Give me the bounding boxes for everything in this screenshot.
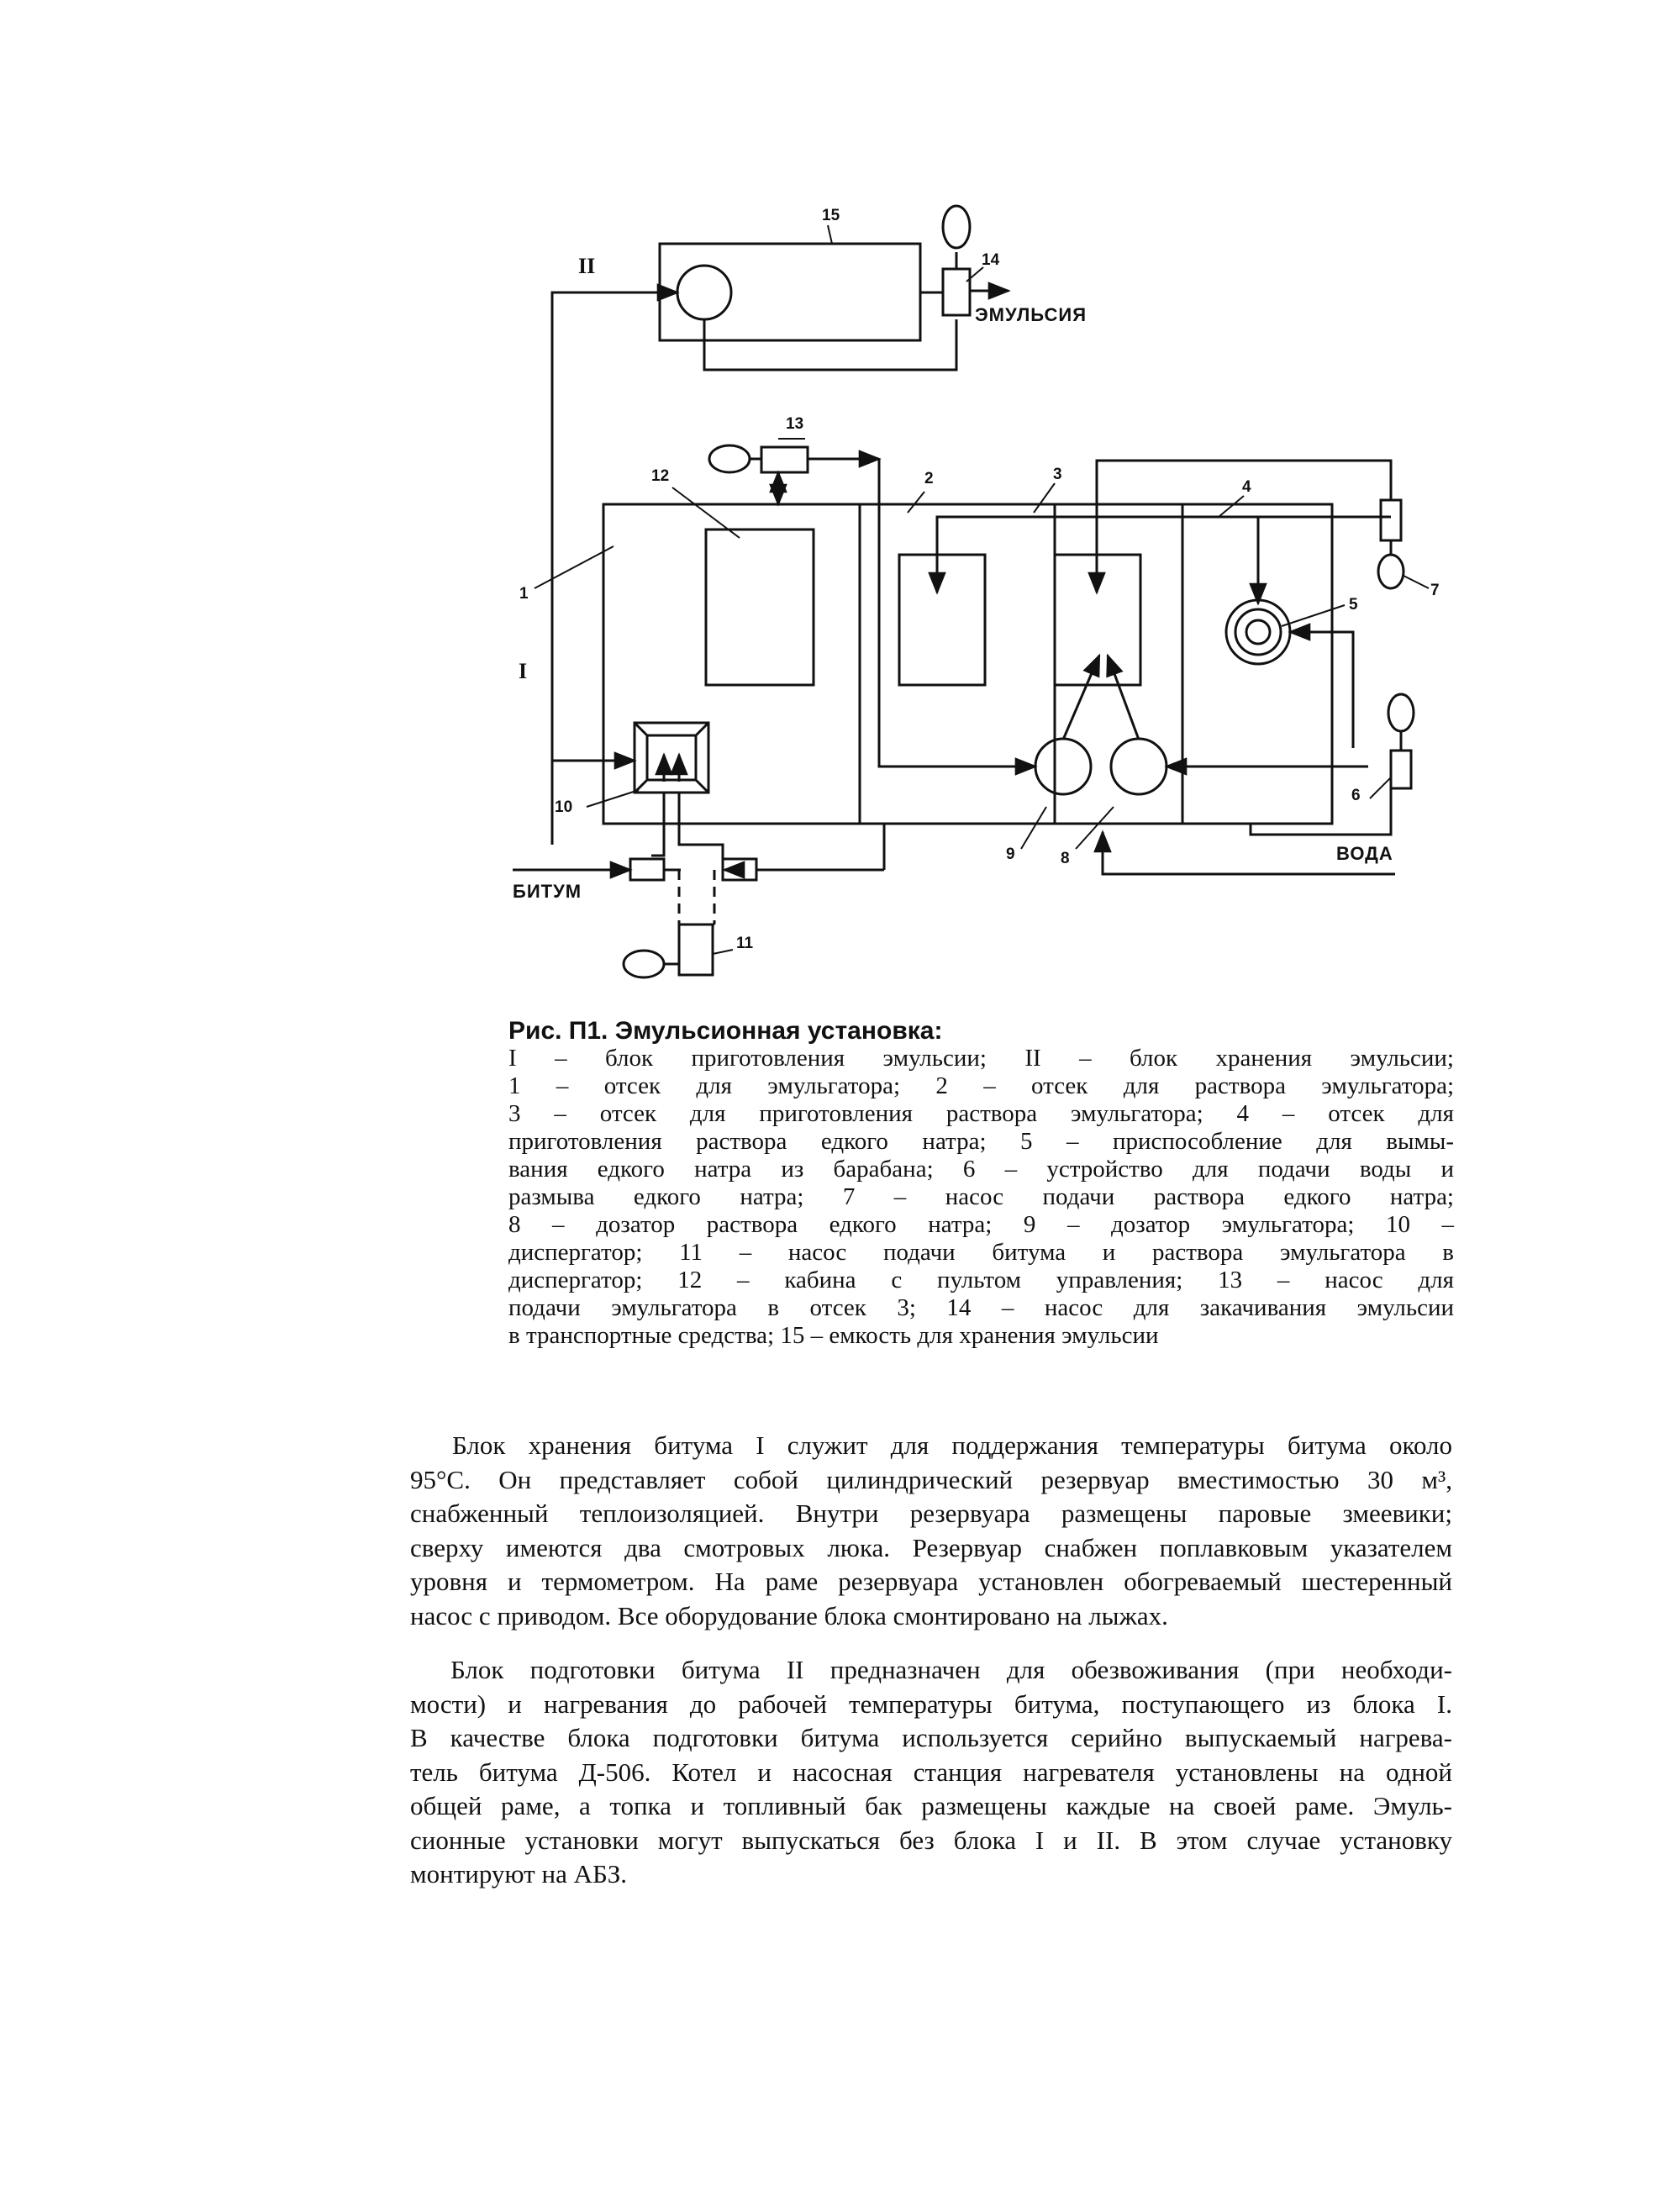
pipe-10-to-emulsifier-pump [679,793,723,866]
leader-4 [1219,496,1244,517]
caption-line: вания едкого натра из барабана; 6 – устройство для подачи воды и [508,1156,1454,1183]
disperser-diag-2 [696,723,708,735]
caption-line: I – блок приготовления эмульсии; II – блок хранения эмульсии; [508,1045,1454,1072]
storage-tank-15 [660,244,920,340]
label-emulsion: ЭМУЛЬСИЯ [975,304,1088,325]
compartment-3 [1055,504,1182,824]
label-6: 6 [1351,787,1361,804]
text-line: сверху имеются два смотровых люка. Резервуар снабжен поплавковым указателем [410,1532,1452,1562]
pump-13 [761,447,808,472]
compartment-2 [860,504,1055,824]
label-7: 7 [1430,582,1440,599]
leader-2 [908,492,924,513]
emulsion-plant-diagram [0,0,1680,1009]
bitumen-valve-left [630,859,664,880]
text-line: тель битума Д-506. Котел и насосная станция нагревателя установлены на одной [410,1757,1452,1787]
caption-line: диспергатор; 12 – кабина с пультом управления; 13 – насос для [508,1267,1454,1293]
caption-line: в транспортные средства; 15 – емкость для хранения эмульсии [508,1322,1159,1349]
compartment-1 [603,504,860,824]
figure-caption [508,1017,1454,1350]
leader-3 [1034,483,1055,513]
label-1: 1 [519,585,529,603]
tank-15-pump-circle [677,266,731,319]
leader-10 [587,790,639,807]
label-5: 5 [1349,596,1358,614]
washer-5-mid [1235,609,1281,655]
caption-line: размыва едкого натра; 7 – насос подачи раствора едкого натра; [508,1183,1454,1210]
paragraph-bitumen-storage [410,1429,1452,1633]
leader-7 [1404,576,1429,588]
label-2: 2 [924,470,934,487]
disperser-diag-4 [696,780,708,793]
leader-1 [535,546,614,588]
caption-line: приготовления раствора едкого натра; 5 – приспособление для вымы- [508,1128,1454,1155]
doser-9 [1035,739,1091,794]
label-block-I: I [519,659,528,683]
doser-8-up [1108,656,1139,740]
label-12: 12 [651,467,670,485]
caption-title: Рис. П1. Эмульсионная установка: [508,1017,943,1045]
text-line: насос с приводом. Все оборудование блока смонтировано на лыжах. [410,1600,1168,1630]
control-cabin-12 [706,529,814,685]
leader-11 [713,950,733,954]
pump-11 [679,925,713,975]
text-line: Блок подготовки битума II предназначен для обезвоживания (при необходи- [450,1655,1452,1684]
label-9: 9 [1006,846,1015,863]
label-bitumen: БИТУМ [513,881,582,902]
leader-8 [1076,807,1114,849]
text-line: В качестве блока подготовки битума используется серийно выпускаемый нагрева- [410,1723,1452,1752]
label-4: 4 [1242,478,1251,496]
text-line: снабженный теплоизоляцией. Внутри резервуара размещены паровые змеевики; [410,1499,1452,1528]
leader-6 [1370,777,1391,798]
caption-line: диспергатор; 11 – насос подачи битума и раствора эмульгатора в [508,1239,1454,1266]
caption-line: 3 – отсек для приготовления раствора эмульгатора; 4 – отсек для [508,1100,1454,1127]
text-line: монтируют на АБЗ. [410,1859,628,1889]
paragraph-bitumen-preparation [410,1653,1452,1892]
body-text [410,1429,1452,1912]
label-3: 3 [1053,466,1062,483]
text-line: общей раме, а топка и топливный бак размещены каждые на своей раме. Эмуль- [410,1791,1452,1820]
pump-14-motor-icon [943,206,970,248]
pump-13-motor-icon [709,445,750,472]
text-line: 95°С. Он представляет собой цилиндрический резервуар вместимостью 30 м³, [410,1464,1452,1494]
caption-line: 1 – отсек для эмульгатора; 2 – отсек для раствора эмульгатора; [508,1072,1454,1099]
doser-8 [1111,739,1167,794]
label-block-II: II [578,254,596,278]
label-8: 8 [1061,850,1070,867]
pump-7 [1381,500,1401,540]
pump-11-motor-icon [624,951,664,977]
pump-14 [943,269,970,315]
pipe-6-to-5 [1290,632,1353,748]
water-device-6 [1391,751,1411,788]
pipe-2-feed [937,517,1391,555]
disperser-10-inner [647,735,696,780]
text-line: Блок хранения битума I служит для поддержания температуры битума около [452,1430,1452,1460]
water-inlet-line [1251,788,1391,835]
text-line: уровня и термометром. На раме резервуара установлен обогреваемый шестеренный [410,1567,1452,1596]
pipe-tank15-to-pump14 [704,319,956,370]
caption-line: 8 – дозатор раствора едкого натра; 9 – дозатор эмульгатора; 10 – [508,1211,1454,1238]
label-13: 13 [786,415,804,433]
label-water: ВОДА [1336,843,1393,864]
leader-5 [1282,605,1345,626]
inner-tank-2 [899,555,985,685]
label-10: 10 [555,798,573,816]
washer-5-inner [1246,620,1270,644]
leader-15 [828,225,832,244]
leader-9 [1021,807,1046,849]
text-line: мости) и нагревания до рабочей температуры битума, поступающего из блока I. [410,1688,1452,1719]
disperser-diag-1 [635,723,647,735]
doser-9-up [1063,656,1099,740]
caption-line: подачи эмульгатора в отсек 3; 14 – насос для закачивания эмульсии [508,1294,1454,1321]
text-line: сионные установки могут выпускаться без блока I и II. В этом случае установку [410,1825,1452,1855]
pipe-top-3-to-7 [1097,461,1391,555]
device-6-motor-icon [1388,694,1414,731]
label-11: 11 [736,935,754,952]
label-14: 14 [982,251,1000,269]
label-15: 15 [822,207,840,224]
pump-7-motor-icon [1378,555,1404,588]
